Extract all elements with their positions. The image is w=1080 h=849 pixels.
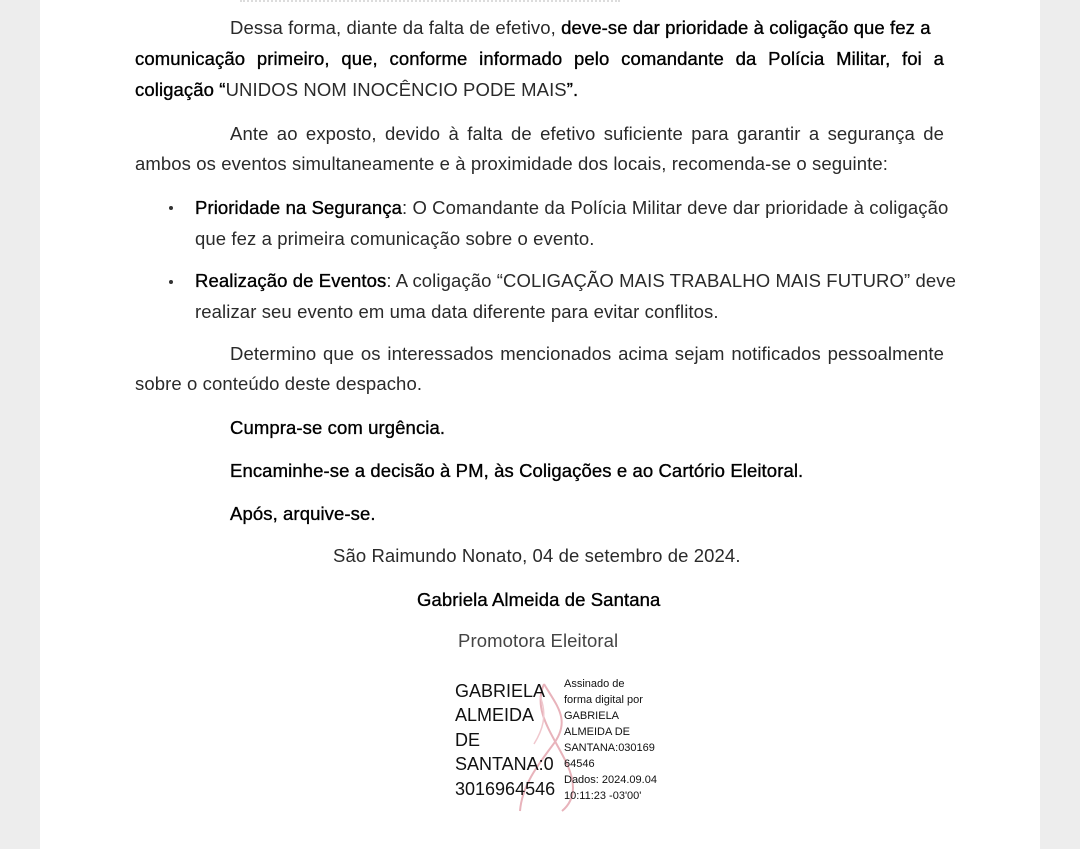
signature-name-line: SANTANA:0 [455,754,554,774]
signature-detail-line: 64546 [564,758,595,770]
paragraph-1-line-3 [135,79,578,101]
bullet-2-line-1 [195,270,956,292]
signer-name: Gabriela Almeida de Santana [417,589,661,610]
signer-role: Promotora Eleitoral [458,630,619,651]
signature-detail-line: GABRIELA [564,710,620,722]
signature-detail-line: Assinado de [564,678,625,690]
p1-text: Dessa forma, diante da falta de efetivo, [230,17,562,38]
bullet-1-text: : O Comandante da Polícia Militar deve dar prioridade à coligação [401,197,949,218]
signature-detail-line: Dados: 2024.09.04 [564,774,657,786]
order-comply-urgently: Cumpra-se com urgência. [230,417,446,438]
signature-detail-line: ALMEIDA DE [564,726,631,738]
bullet-1-title: Prioridade na Segurança [195,197,402,218]
signature-detail-line: SANTANA:030169 [564,742,655,754]
bullet-2-line-2: realizar seu evento em uma data diferente para evitar conflitos. [195,301,719,322]
signature-detail-line: 10:11:23 -03'00' [564,790,642,802]
signature-name-line: DE [455,730,481,750]
signature-name-line: 3016964546 [455,779,556,799]
digital-signature [452,676,692,816]
coalition-name: UNIDOS NOM INOCÊNCIO PODE MAIS [225,79,567,100]
order-archive: Após, arquive-se. [230,503,376,524]
document-page [40,0,1040,849]
bullet-1-line-2: que fez a primeira comunicação sobre o evento. [195,228,595,249]
bullet-dot [169,206,173,210]
place-date: São Raimundo Nonato, 04 de setembro de 2024. [333,545,741,566]
paragraph-3-line-2: sobre o conteúdo deste despacho. [135,373,423,394]
bullet-2-title: Realização de Eventos [195,270,387,291]
paragraph-1-line-2: comunicação primeiro, que, conforme informado pelo comandante da Polícia Militar, foi a [135,48,944,69]
paragraph-3-line-1: Determino que os interessados mencionados acima sejam notificados pessoalmente [230,343,944,364]
order-forward-decision: Encaminhe-se a decisão à PM, às Coligações e ao Cartório Eleitoral. [230,460,804,481]
paragraph-2-line-2: ambos os eventos simultaneamente e à proximidade dos locais, recomenda-se o seguinte: [135,153,889,174]
p1-bold-prefix: coligação “ [135,79,226,100]
paragraph-2-line-1: Ante ao exposto, devido à falta de efetivo suficiente para garantir a segurança de [230,123,944,144]
signature-detail-line: forma digital por [564,694,643,706]
signature-name-line: ALMEIDA [455,705,535,725]
p1-bold-text: deve-se dar prioridade à coligação que fez a [561,17,931,38]
p1-bold-suffix: ”. [566,79,579,100]
paragraph-1-line-1 [230,17,931,39]
cut-off-text-remnant [240,0,620,2]
bullet-dot [169,280,173,284]
bullet-2-text: : A coligação “COLIGAÇÃO MAIS TRABALHO MAIS FUTURO” deve [386,270,956,291]
signature-name-line: GABRIELA [455,681,546,701]
bullet-1-line-1 [195,197,948,219]
